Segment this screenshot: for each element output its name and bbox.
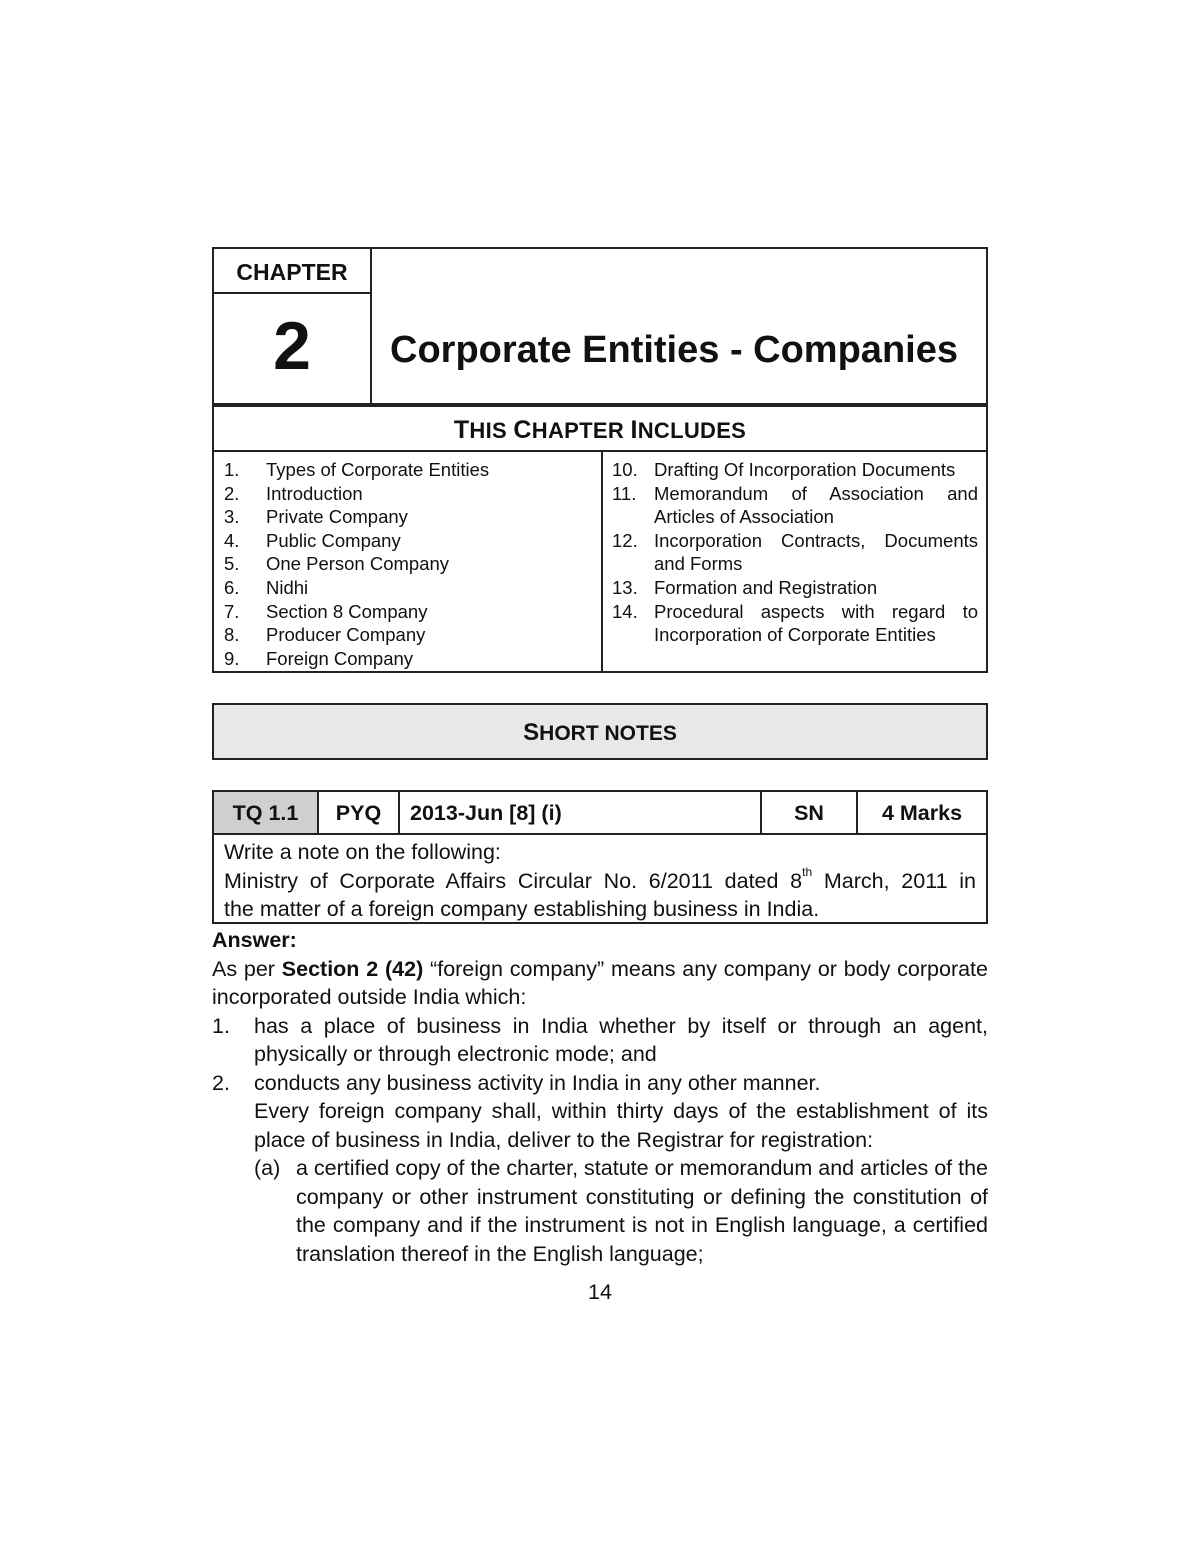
question-text bbox=[224, 838, 976, 924]
includes-right-column bbox=[612, 458, 978, 647]
answer-section bbox=[212, 926, 988, 1268]
chapter-number: 2 bbox=[273, 308, 311, 384]
question-line: Write a note on the following: bbox=[224, 840, 501, 864]
list-item: 2. Introduction bbox=[224, 482, 363, 504]
answer-point: 2. conducts any business activity in India in any other manner. bbox=[212, 1070, 821, 1095]
question-line: the matter of a foreign company establishing business in India. bbox=[224, 897, 820, 921]
list-item: 8. Producer Company bbox=[224, 624, 426, 646]
chapter-title: Corporate Entities - Companies bbox=[390, 329, 958, 371]
list-item: 6. Nidhi bbox=[224, 576, 309, 598]
chapter-header bbox=[212, 247, 988, 405]
short-notes-banner: SHORT NOTES bbox=[212, 703, 988, 760]
list-item: 9. Foreign Company bbox=[224, 647, 414, 669]
chapter-label: CHAPTER bbox=[236, 259, 348, 285]
chapter-includes-heading: THIS CHAPTER INCLUDES bbox=[214, 407, 986, 452]
question-id: TQ 1.1 bbox=[214, 792, 319, 833]
chapter-number-cell bbox=[214, 294, 372, 403]
list-item: 3. Private Company bbox=[224, 506, 408, 528]
list-item: 11. Memorandum of Association and Articles of Association bbox=[612, 482, 978, 528]
question-line: Ministry of Corporate Affairs Circular No. 6/2011 dated 8th March, 2011 in bbox=[224, 865, 976, 893]
question-exam: 2013-Jun [8] (i) bbox=[400, 792, 762, 833]
answer-label: Answer: bbox=[212, 928, 297, 952]
includes-left-column bbox=[224, 458, 594, 670]
list-item: 13. Formation and Registration bbox=[612, 576, 878, 598]
answer-sub-point: (a) a certified copy of the charter, statute or memorandum and articles of the company or other instrument constituting or defining the constitution of the company and if the instrument is not in English language, a certified translation thereof in the English language; bbox=[254, 1156, 988, 1266]
chapter-label-cell bbox=[214, 249, 372, 294]
list-item: 10. Drafting Of Incorporation Documents bbox=[612, 459, 956, 480]
answer-followup: Every foreign company shall, within thirty days of the establishment of its place of business in India, deliver to the Registrar for registration: bbox=[254, 1099, 988, 1152]
column-divider bbox=[601, 452, 603, 671]
answer-point: 1. has a place of business in India whether by itself or through an agent, physically or through electronic mode; and bbox=[212, 1013, 988, 1066]
answer-followup-block bbox=[212, 1097, 988, 1268]
answer-intro: As per Section 2 (42) “foreign company” means any company or body corporate incorporated outside India which: bbox=[212, 956, 988, 1009]
list-item: 4. Public Company bbox=[224, 529, 401, 551]
list-item: 1. Types of Corporate Entities bbox=[224, 459, 490, 480]
question-type: SN bbox=[762, 792, 858, 833]
question-header-row bbox=[214, 792, 986, 835]
list-item: 14. Procedural aspects with regard to Incorporation of Corporate Entities bbox=[612, 600, 978, 646]
question-source: PYQ bbox=[319, 792, 400, 833]
list-item: 7. Section 8 Company bbox=[224, 600, 428, 622]
question-marks: 4 Marks bbox=[881, 801, 963, 825]
chapter-includes-box bbox=[212, 405, 988, 673]
list-item: 12. Incorporation Contracts, Documents and Forms bbox=[612, 529, 978, 575]
question-table bbox=[212, 790, 988, 924]
list-item: 5. One Person Company bbox=[224, 553, 450, 575]
page-number: 14 bbox=[588, 1280, 612, 1304]
